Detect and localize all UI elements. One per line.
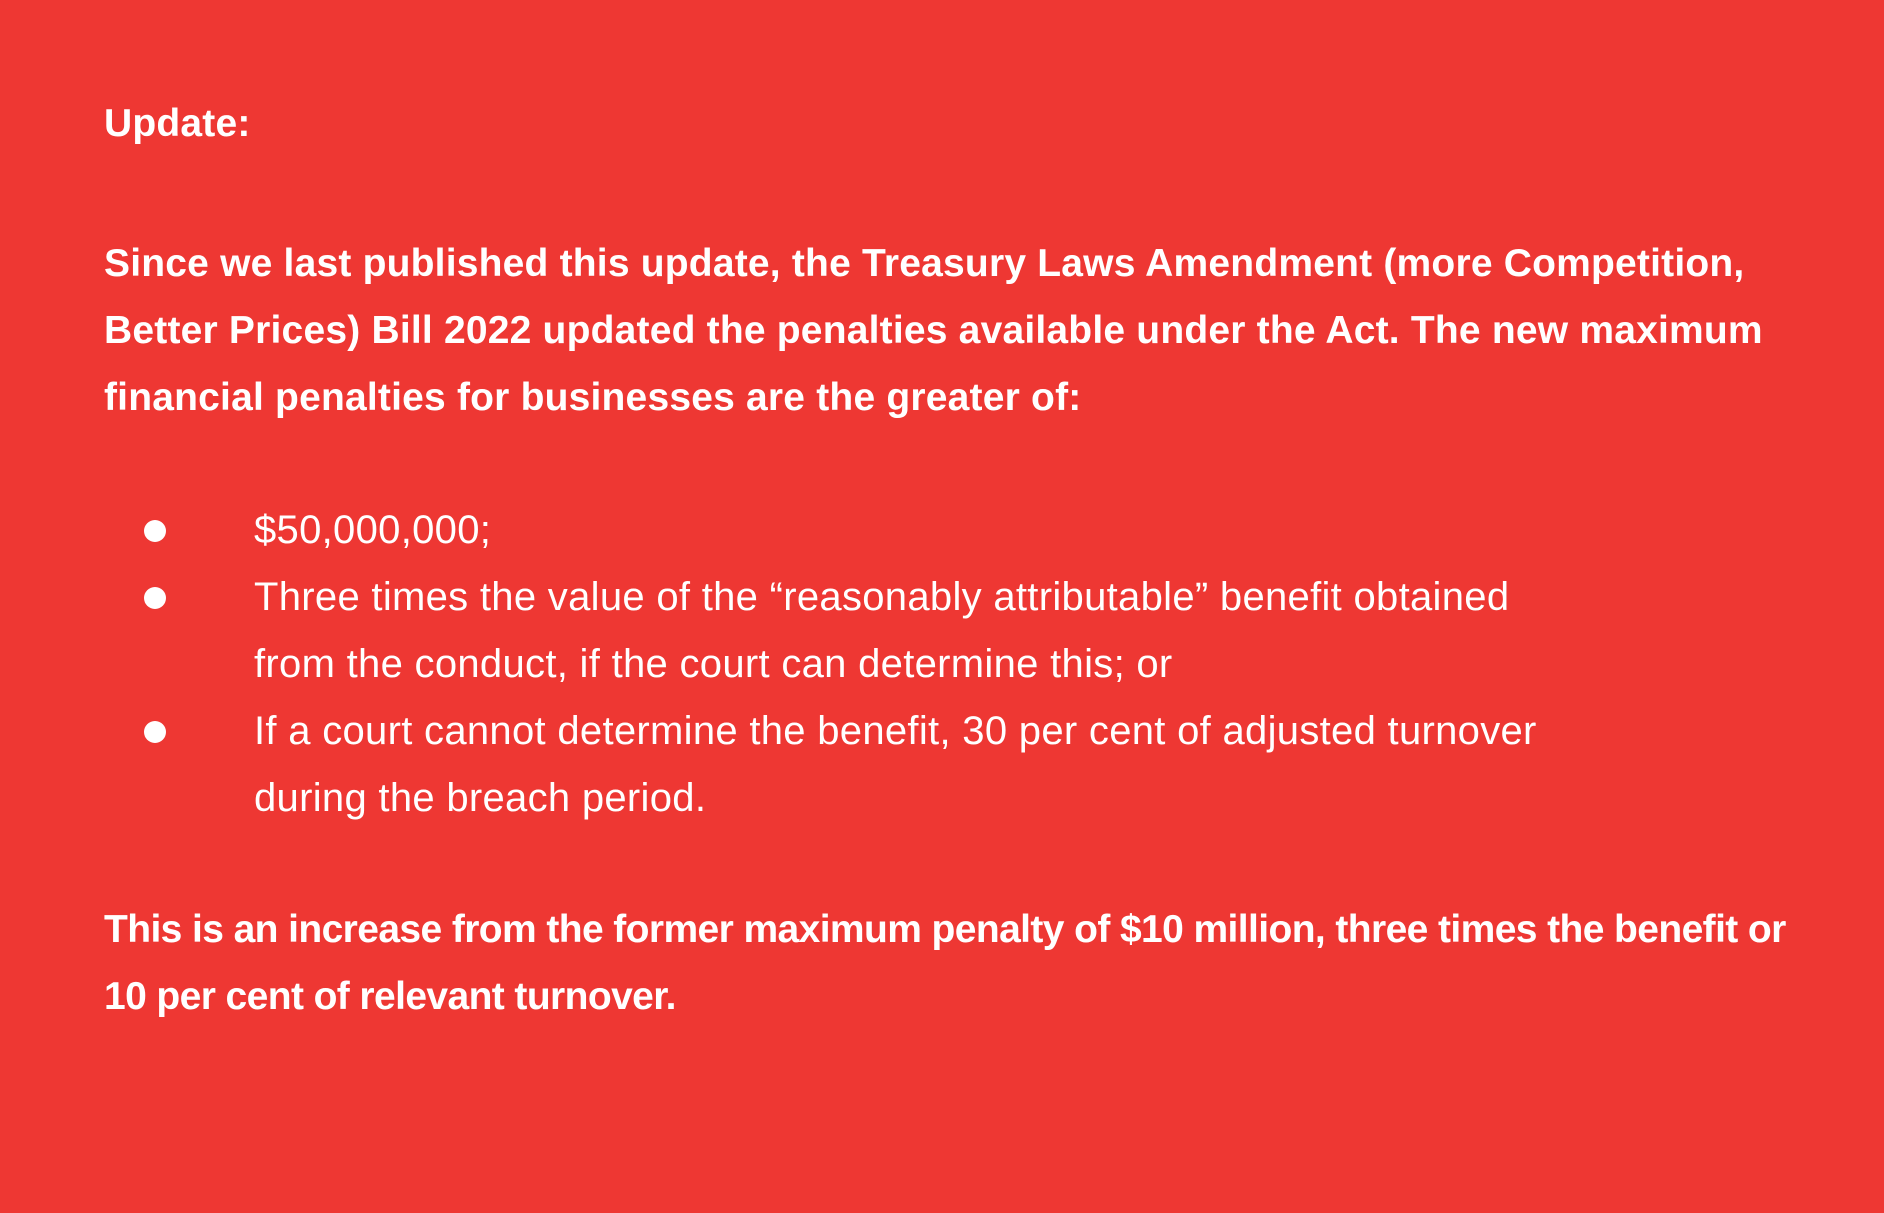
penalty-list-item-text: If a court cannot determine the benefit, 30 per cent of adjusted turnover during the breach period. (254, 709, 1537, 820)
penalty-list-item-text: Three times the value of the “reasonably attributable” benefit obtained from the conduct, if the court can determine this; or (254, 575, 1510, 686)
bullet-icon (144, 721, 166, 743)
bullet-icon (144, 587, 166, 609)
penalty-list-item (104, 698, 1664, 832)
penalty-list-item (104, 497, 1664, 564)
bullet-icon (144, 520, 166, 542)
intro-paragraph: Since we last published this update, the Treasury Laws Amendment (more Competition, Better Prices) Bill 2022 updated the penalties available under the Act. The new maximum financial penalties for businesses are the greater of: (104, 242, 1763, 419)
penalty-list (104, 497, 1664, 832)
update-heading: Update: (104, 102, 251, 145)
closing-paragraph: This is an increase from the former maximum penalty of $10 million, three times the benefit or 10 per cent of relevant turnover. (104, 908, 1786, 1018)
penalty-list-item-text: $50,000,000; (254, 508, 492, 552)
penalty-list-item (104, 564, 1664, 698)
